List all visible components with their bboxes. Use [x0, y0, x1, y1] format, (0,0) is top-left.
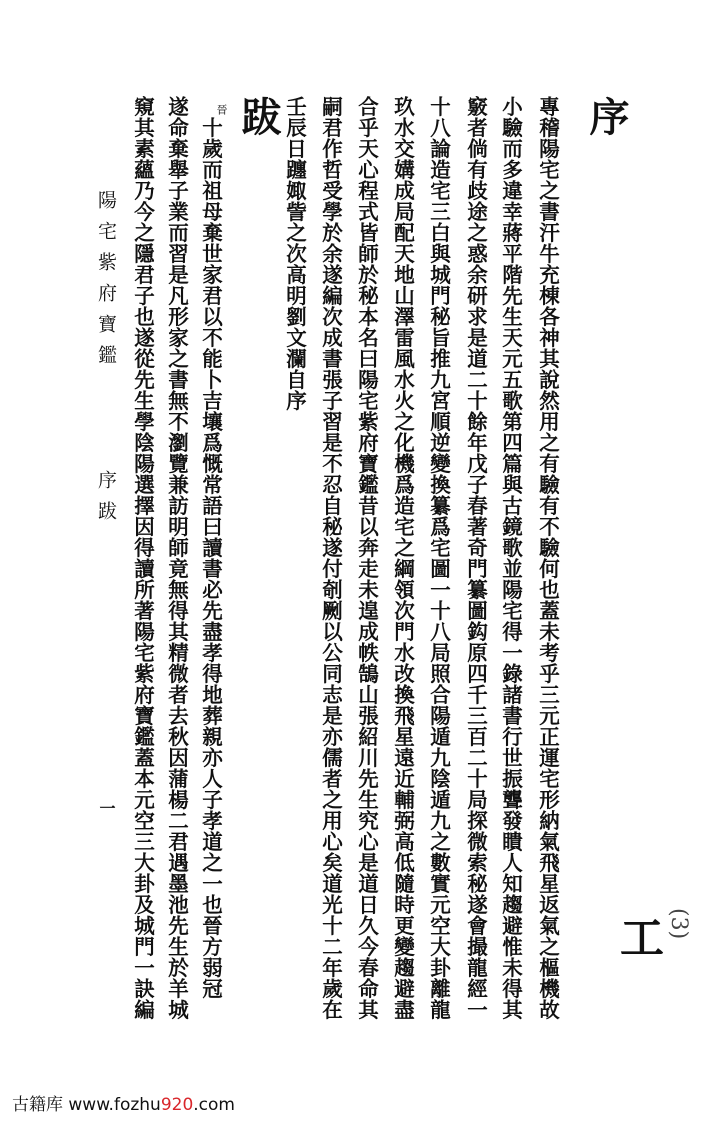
- watermark-number: 920: [160, 1095, 194, 1115]
- preface-column-2: 小驗而多違幸蔣平階先生天元五歌第四篇與古鏡歌並陽宅得一錄諸書行世振聾發瞶人知趨避惟未得其: [498, 96, 523, 1020]
- preface-signature: 壬辰日躔娵訾之次高明劉文瀾自序: [282, 96, 307, 411]
- watermark-prefix: 古籍库 www.fozhu: [12, 1095, 161, 1115]
- preface-column-4: 十八論造宅三白與城門秘旨推九宮順逆變換纂爲宅圖一十八局照合陽遁九陰遁九之數實元空大卦離龍: [426, 96, 451, 1020]
- postscript-title: 跋: [235, 96, 282, 136]
- site-watermark: [12, 1090, 235, 1115]
- postscript-column-1: 十歲而祖母棄世家君以不能卜吉壤爲慨常語曰讀書必先盡孝得地葬親亦人子孝道之一也晉方弱冠: [198, 117, 223, 999]
- page-number: 一: [97, 800, 116, 816]
- pencil-note: (3): [666, 908, 691, 940]
- watermark-suffix: .com: [193, 1095, 235, 1115]
- running-head-title: 陽宅紫府寶鑑: [95, 190, 117, 376]
- preface-title: 序: [583, 96, 630, 136]
- preface-column-5: 玖水交媾成局配天地山澤雷風水火之化機爲造宅之綱領次門水改換飛星遠近輔弼高低隨時更變趨避盡: [390, 96, 415, 1020]
- running-head-section: 序跋: [95, 470, 117, 532]
- postscript-column-2: 遂命棄舉子業而習是凡形家之書無不瀏覽兼訪明師竟無得其精微者去秋因蒲楊二君遇墨池先生於羊城: [164, 96, 189, 1020]
- postscript-column-3: 窺其素蘊乃今之隱君子也遂從先生學陰陽選擇因得讀所著陽宅紫府寶鑑蓋本元空三大卦及城門一訣編: [130, 96, 155, 1020]
- preface-column-1: 專稽陽宅之書汗牛充棟各神其說然用之有驗有不驗何也蓋未考乎三元正運宅形納氣飛星返氣之樞機故: [535, 96, 560, 1020]
- preface-column-6: 合乎天心程式皆師於秘本名曰陽宅紫府寶鑑昔以奔走未遑成帙鵠山張紹川先生究心是道日久今春命其: [354, 96, 379, 1020]
- preface-column-7: 嗣君作哲受學於余遂編次成書張子習是不忍自秘遂付剞劂以公同志是亦儒者之用心矣道光十二年歲在: [318, 96, 343, 1020]
- postscript-author-note: 晉: [215, 104, 228, 115]
- preface-column-3: 竅者倘有歧途之惑余研求是道二十餘年戊子春著奇門纂圖鈎原四千三百二十局探微索秘遂會撮龍經一: [463, 96, 488, 1020]
- stamp-mark: 工: [620, 913, 664, 964]
